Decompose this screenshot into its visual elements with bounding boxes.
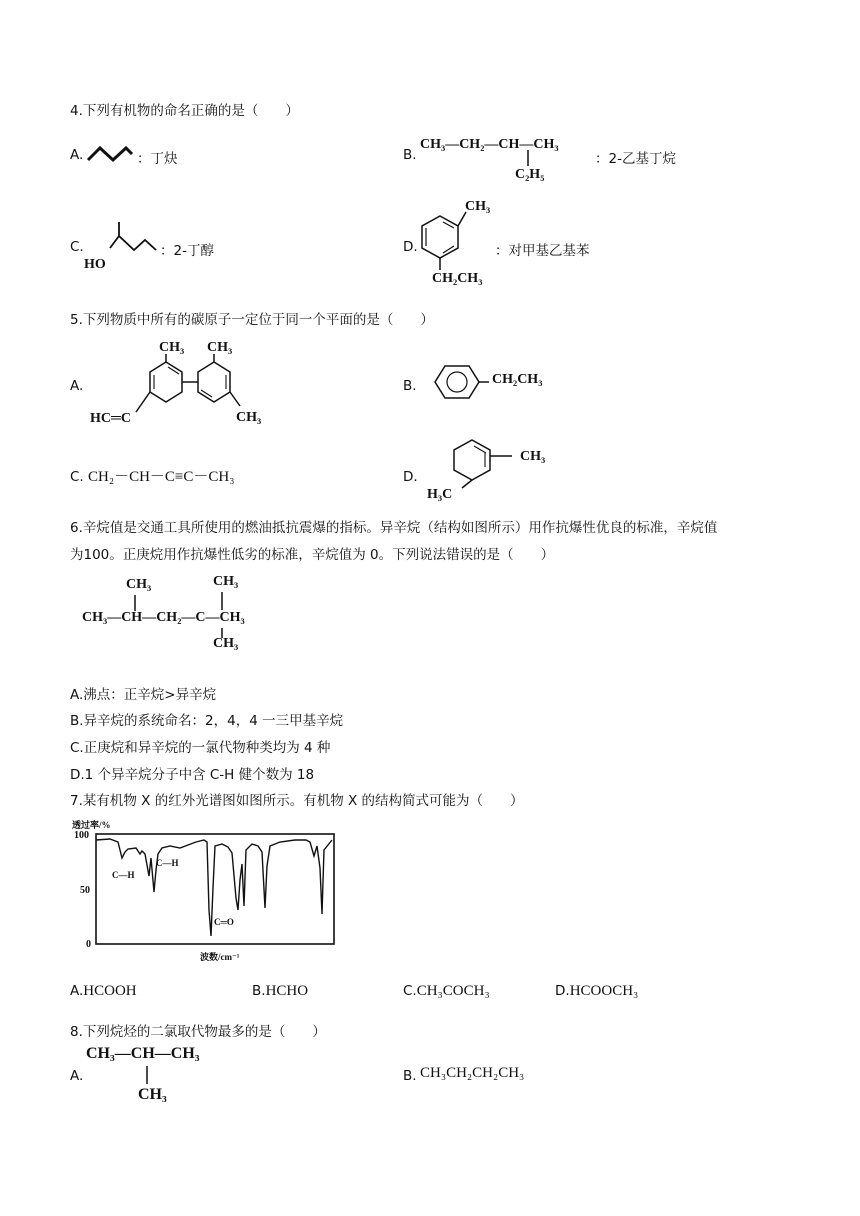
q4-option-c-name: ：2-丁醇 [160, 243, 214, 259]
ir-annotation-ch-1: C—H [112, 870, 135, 880]
q7-option-c-formula: CH₃COCH₃ [416, 983, 490, 999]
q7-option-a-label: A. [70, 983, 84, 999]
q7-option-b-formula: HCHO [265, 983, 309, 999]
q5-option-a-vinyl: HC═C [90, 411, 132, 426]
q8-option-a-branch: CH₃ [138, 1086, 167, 1103]
ir-annotation-co: C═O [214, 917, 234, 927]
q8-option-a-label: A. [70, 1068, 84, 1084]
q7-option-d-formula: HCOOCH₃ [569, 983, 639, 999]
q4-option-b-name: ：2-乙基丁烷 [595, 151, 676, 167]
ir-ytick-100: 100 [74, 830, 89, 841]
q7-option-c-label: C. [403, 983, 417, 999]
q6-option-c: C.正庚烷和异辛烷的一氯代物种类均为 4 种 [70, 740, 331, 756]
q4-option-d-ethyl: CH₂CH₃ [432, 271, 483, 286]
q7-option-b [252, 983, 308, 1000]
q4-option-c-hydroxyl: HO [84, 257, 106, 272]
q5-option-c-label: C. [70, 469, 84, 485]
q8-option-b-formula: CH₃CH₂CH₂CH₃ [420, 1065, 525, 1081]
q7-option-a-formula: HCOOH [83, 983, 137, 999]
q5-option-b-label: B. [403, 378, 417, 394]
q5-option-a-methyl-2: CH₃ [207, 340, 233, 355]
q7-stem: 7.某有机物 X 的红外光谱图如图所示。有机物 X 的结构简式可能为（ ） [70, 793, 524, 809]
q5-option-a-methyl-3: CH₃ [236, 410, 262, 425]
q4-option-a-label: A. [70, 147, 84, 163]
q5-option-c-formula: CH₂－CH－C≡C－CH₃ [88, 469, 235, 485]
q7-option-a [70, 983, 137, 1000]
isooctane-bottom-methyl: CH₃ [213, 636, 239, 651]
q4-option-d-methyl: CH₃ [465, 199, 491, 214]
q4-option-d-name: ：对甲基乙基苯 [495, 243, 590, 259]
q5-option-d-methyl: CH₃ [520, 449, 546, 464]
ethylbenzene-structure [425, 362, 495, 402]
ir-ytick-0: 0 [86, 939, 91, 950]
ir-spectrum-chart [70, 818, 340, 968]
ir-ytick-50: 50 [80, 885, 90, 896]
q4-stem: 4.下列有机物的命名正确的是（ ） [70, 103, 299, 119]
q4-option-b-formula: CH₃—CH₂—CH—CH₃ [420, 137, 559, 152]
q8-stem: 8.下列烷烃的二氯取代物最多的是（ ） [70, 1024, 326, 1040]
q7-option-c [403, 983, 490, 1000]
q4-option-d-label: D. [403, 239, 418, 255]
q4-option-c-label: C. [70, 239, 84, 255]
q5-option-d-label: D. [403, 469, 418, 485]
q4-option-b-substituent: C₂H₅ [515, 167, 545, 182]
q6-option-b: B.异辛烷的系统命名：2，4，4 一三甲基辛烷 [70, 713, 344, 729]
q5-option-b-ethyl: CH₂CH₃ [492, 372, 543, 387]
q6-stem-line-2: 为100。正庚烷用作抗爆性低劣的标准，辛烷值为 0。下列说法错误的是（ ） [70, 547, 555, 563]
q7-option-d [555, 983, 638, 1000]
isooctane-top-methyl-2: CH₃ [213, 574, 239, 589]
q6-stem-line-1: 6.辛烷值是交通工具所使用的燃油抵抗震爆的指标。异辛烷（结构如图所示）用作抗爆性优良的标准，辛烷值 [70, 520, 718, 536]
butanol-skeletal-structure [104, 220, 160, 260]
q5-option-a-methyl-1: CH₃ [159, 340, 185, 355]
cyclohexadiene-structure [440, 436, 530, 496]
isooctane-top-methyl-1: CH₃ [126, 577, 152, 592]
q5-stem: 5.下列物质中所有的碳原子一定位于同一个平面的是（ ） [70, 312, 434, 328]
q8-option-b-label: B. [403, 1068, 417, 1084]
q5-option-a-label: A. [70, 378, 84, 394]
q8-option-a-bond [145, 1066, 149, 1086]
q6-option-a: A.沸点：正辛烷>异辛烷 [70, 687, 217, 703]
q7-option-d-label: D. [555, 983, 570, 999]
q4-option-b-label: B. [403, 147, 417, 163]
ir-spectrum-xlabel: 波数/cm⁻¹ [200, 952, 240, 962]
isooctane-structure [70, 572, 270, 662]
q7-option-b-label: B. [252, 983, 266, 999]
q8-option-a-main-chain: CH₃—CH—CH₃ [86, 1045, 200, 1062]
ir-annotation-ch-2: C—H [156, 858, 179, 868]
isooctane-main-chain: CH₃—CH—CH₂—C—CH₃ [82, 610, 245, 625]
q5-option-d-methyl-2: H₃C [427, 487, 453, 502]
isooctane-bonds [70, 572, 270, 662]
q4-option-a-name: ：丁炔 [137, 151, 178, 167]
q6-option-d: D.1 个异辛烷分子中含 C-H 健个数为 18 [70, 767, 315, 783]
q4-option-b-bond [526, 150, 530, 168]
butyne-skeletal-structure [86, 144, 134, 164]
ir-spectrum-ylabel: 透过率/% [72, 820, 111, 830]
